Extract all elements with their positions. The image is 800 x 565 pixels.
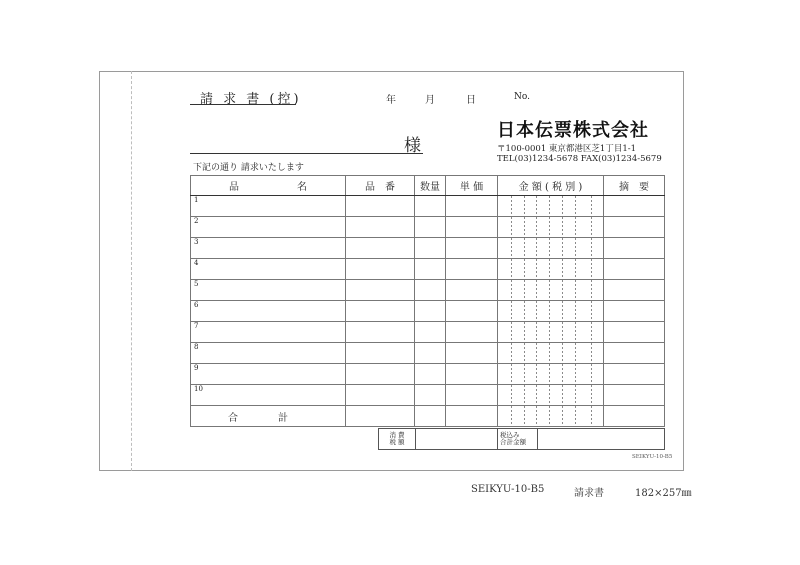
row-number: 7 [194, 322, 199, 330]
product-code-small: SEIKYU-10-B5 [632, 454, 673, 460]
remarks-cell[interactable] [604, 364, 665, 385]
qty-cell[interactable] [415, 322, 446, 343]
invoice-note: 下記の通り 請求いたします [193, 163, 304, 173]
header-item-name [191, 176, 346, 196]
part-cell[interactable] [346, 259, 415, 280]
table-row [191, 364, 665, 385]
total-incl-cell[interactable] [538, 429, 665, 450]
row-number: 5 [194, 280, 199, 288]
header-part-number: 品 番 [346, 176, 415, 196]
company-name: 日本伝票株式会社 [497, 120, 649, 141]
amount-cell[interactable] [498, 259, 604, 280]
part-cell[interactable] [346, 343, 415, 364]
row-number: 1 [194, 196, 199, 204]
tax-amount-label-line2: 税 額 [389, 438, 405, 446]
remarks-cell[interactable] [604, 196, 665, 217]
addressee-line [190, 153, 423, 154]
price-cell[interactable] [446, 301, 498, 322]
remarks-cell[interactable] [604, 385, 665, 406]
total-incl-label [498, 429, 538, 450]
header-quantity: 数量 [415, 176, 446, 196]
total-incl-label-line1: 税込み [500, 431, 520, 439]
price-cell[interactable] [446, 322, 498, 343]
amount-cell[interactable] [498, 238, 604, 259]
table-row [191, 280, 665, 301]
item-cell[interactable] [191, 196, 346, 217]
header-unit-price: 単 価 [446, 176, 498, 196]
company-tel-fax: TEL(03)1234-5678 FAX(03)1234-5679 [497, 154, 662, 164]
total-row [191, 406, 665, 427]
month-label: 月 [425, 95, 435, 106]
company-address: 〒100-0001 東京都港区芝1丁目1-1 [497, 144, 637, 154]
item-cell[interactable] [191, 385, 346, 406]
row-number: 9 [194, 364, 199, 372]
day-label: 日 [466, 95, 476, 106]
qty-cell[interactable] [415, 196, 446, 217]
total-label: 合計 [191, 406, 346, 427]
table-row [191, 343, 665, 364]
part-cell[interactable] [346, 385, 415, 406]
number-label: No. [514, 92, 530, 102]
remarks-cell[interactable] [604, 301, 665, 322]
row-number: 8 [194, 343, 199, 351]
row-number: 3 [194, 238, 199, 246]
price-cell[interactable] [446, 217, 498, 238]
amount-cell[interactable] [498, 364, 604, 385]
part-cell[interactable] [346, 280, 415, 301]
qty-cell[interactable] [415, 301, 446, 322]
remarks-cell[interactable] [604, 280, 665, 301]
tax-amount-cell[interactable] [416, 429, 498, 450]
header-item-b: 名 [297, 182, 307, 193]
total-price-cell [446, 406, 498, 427]
table-row [191, 217, 665, 238]
qty-cell[interactable] [415, 364, 446, 385]
table-row [191, 385, 665, 406]
remarks-cell[interactable] [604, 343, 665, 364]
item-cell[interactable] [191, 301, 346, 322]
tax-summary-table [378, 428, 665, 450]
amount-cell[interactable] [498, 343, 604, 364]
table-header [191, 176, 665, 196]
invoice-table [190, 175, 665, 427]
price-cell[interactable] [446, 259, 498, 280]
price-cell[interactable] [446, 343, 498, 364]
header-remarks: 摘 要 [604, 176, 665, 196]
qty-cell[interactable] [415, 217, 446, 238]
header-amount: 金 額 ( 税 別 ) [498, 176, 604, 196]
amount-cell[interactable] [498, 280, 604, 301]
row-number: 6 [194, 301, 199, 309]
header-item-a: 品 [229, 182, 239, 193]
table-row [191, 259, 665, 280]
item-cell[interactable] [191, 364, 346, 385]
table-row [191, 322, 665, 343]
item-cell[interactable] [191, 217, 346, 238]
row-number: 2 [194, 217, 199, 225]
addressee-suffix: 様 [404, 136, 421, 156]
total-amount-cell[interactable] [498, 406, 604, 427]
remarks-cell[interactable] [604, 238, 665, 259]
tax-amount-label [379, 429, 416, 450]
amount-cell[interactable] [498, 322, 604, 343]
row-number: 4 [194, 259, 199, 267]
part-cell[interactable] [346, 217, 415, 238]
total-qty-cell [415, 406, 446, 427]
price-cell[interactable] [446, 196, 498, 217]
row-number: 10 [194, 385, 203, 393]
tax-amount-label-line1: 消 費 [389, 431, 405, 439]
item-cell[interactable] [191, 322, 346, 343]
remarks-cell[interactable] [604, 322, 665, 343]
remarks-cell[interactable] [604, 217, 665, 238]
total-incl-label-line2: 合計金額 [500, 438, 526, 446]
part-cell[interactable] [346, 364, 415, 385]
footer-code: SEIKYU-10-B5 [471, 484, 545, 495]
table-row [191, 301, 665, 322]
form-title: 請 求 書 (控) [200, 92, 302, 107]
price-cell[interactable] [446, 385, 498, 406]
price-cell[interactable] [446, 280, 498, 301]
amount-cell[interactable] [498, 301, 604, 322]
part-cell[interactable] [346, 322, 415, 343]
amount-cell[interactable] [498, 385, 604, 406]
year-label: 年 [386, 95, 396, 106]
part-cell[interactable] [346, 301, 415, 322]
price-cell[interactable] [446, 238, 498, 259]
tax-row [379, 429, 665, 450]
total-part-cell [346, 406, 415, 427]
qty-cell[interactable] [415, 280, 446, 301]
amount-cell[interactable] [498, 217, 604, 238]
item-cell[interactable] [191, 280, 346, 301]
total-remarks-cell [604, 406, 665, 427]
qty-cell[interactable] [415, 385, 446, 406]
perforation-line [131, 71, 132, 471]
item-cell[interactable] [191, 259, 346, 280]
footer-size: 182×257㎜ [635, 488, 692, 499]
title-underline [190, 104, 296, 105]
footer-name: 請求書 [574, 488, 604, 499]
price-cell[interactable] [446, 364, 498, 385]
qty-cell[interactable] [415, 259, 446, 280]
amount-cell[interactable] [498, 196, 604, 217]
item-cell[interactable] [191, 343, 346, 364]
part-cell[interactable] [346, 238, 415, 259]
item-cell[interactable] [191, 238, 346, 259]
table-row [191, 196, 665, 217]
remarks-cell[interactable] [604, 259, 665, 280]
table-row [191, 238, 665, 259]
qty-cell[interactable] [415, 238, 446, 259]
part-cell[interactable] [346, 196, 415, 217]
qty-cell[interactable] [415, 343, 446, 364]
